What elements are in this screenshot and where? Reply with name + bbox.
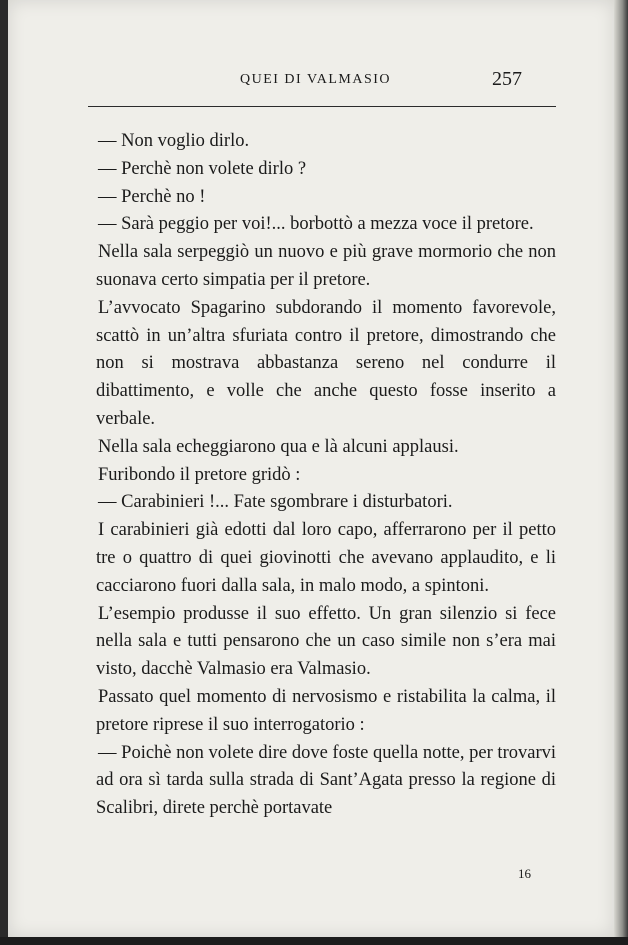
paragraph-5: Nella sala serpeggiò un nuovo e più grave mormorio che non suonava certo simpatia per il pretore. bbox=[96, 242, 556, 290]
paragraph-10: I carabinieri già edotti dal loro capo, afferrarono per il petto tre o quattro di quei giovinotti che avevano applaudito, e li cacciarono fuori dalla sala, in malo modo, a spintoni. bbox=[96, 520, 556, 596]
book-page bbox=[8, 0, 614, 937]
paragraph-3: — Perchè no ! bbox=[98, 186, 206, 207]
paragraph-12: Passato quel momento di nervosismo e ristabilita la calma, il pretore riprese il suo interrogatorio : bbox=[96, 686, 556, 735]
signature-mark: 16 bbox=[518, 866, 531, 881]
paragraph-11: L’esempio produsse il suo effetto. Un gran silenzio si fece nella sala e tutti pensarono che un caso simile non s’era mai visto, dacchè Valmasio era Valmasio. bbox=[96, 603, 556, 680]
paragraph-1: — Non voglio dirlo. bbox=[98, 131, 250, 151]
body-text bbox=[96, 128, 556, 823]
paragraph-4: — Sarà peggio per voi!... borbottò a mezza voce il pretore. bbox=[98, 214, 534, 235]
paragraph-13: — Poichè non volete dire dove foste quella notte, per trovarvi ad ora sì tarda sulla strada di Sant’Agata presso la regione di Scalibri, direte perchè portavate bbox=[96, 742, 556, 819]
paragraph-2: — Perchè non volete dirlo ? bbox=[98, 158, 307, 179]
paragraph-9: — Carabinieri !... Fate sgombrare i disturbatori. bbox=[98, 492, 453, 513]
page-number: 257 bbox=[492, 68, 522, 90]
page-bottom-edge bbox=[0, 937, 628, 945]
page-edge-shadow bbox=[614, 0, 628, 945]
running-header: QUEI DI VALMASIO bbox=[240, 72, 392, 87]
paragraph-6: L’avvocato Spagarino subdorando il momento favorevole, scattò in un’altra sfuriata contro il pretore, dimostrando che non si mostrava abbastanza sereno nel condurre il dibattimento, e volle che anche questo fosse inserito a verbale. bbox=[96, 297, 556, 429]
paragraph-8: Furibondo il pretore gridò : bbox=[98, 464, 301, 485]
header-rule bbox=[88, 106, 556, 107]
paragraph-7: Nella sala echeggiarono qua e là alcuni applausi. bbox=[98, 436, 459, 457]
